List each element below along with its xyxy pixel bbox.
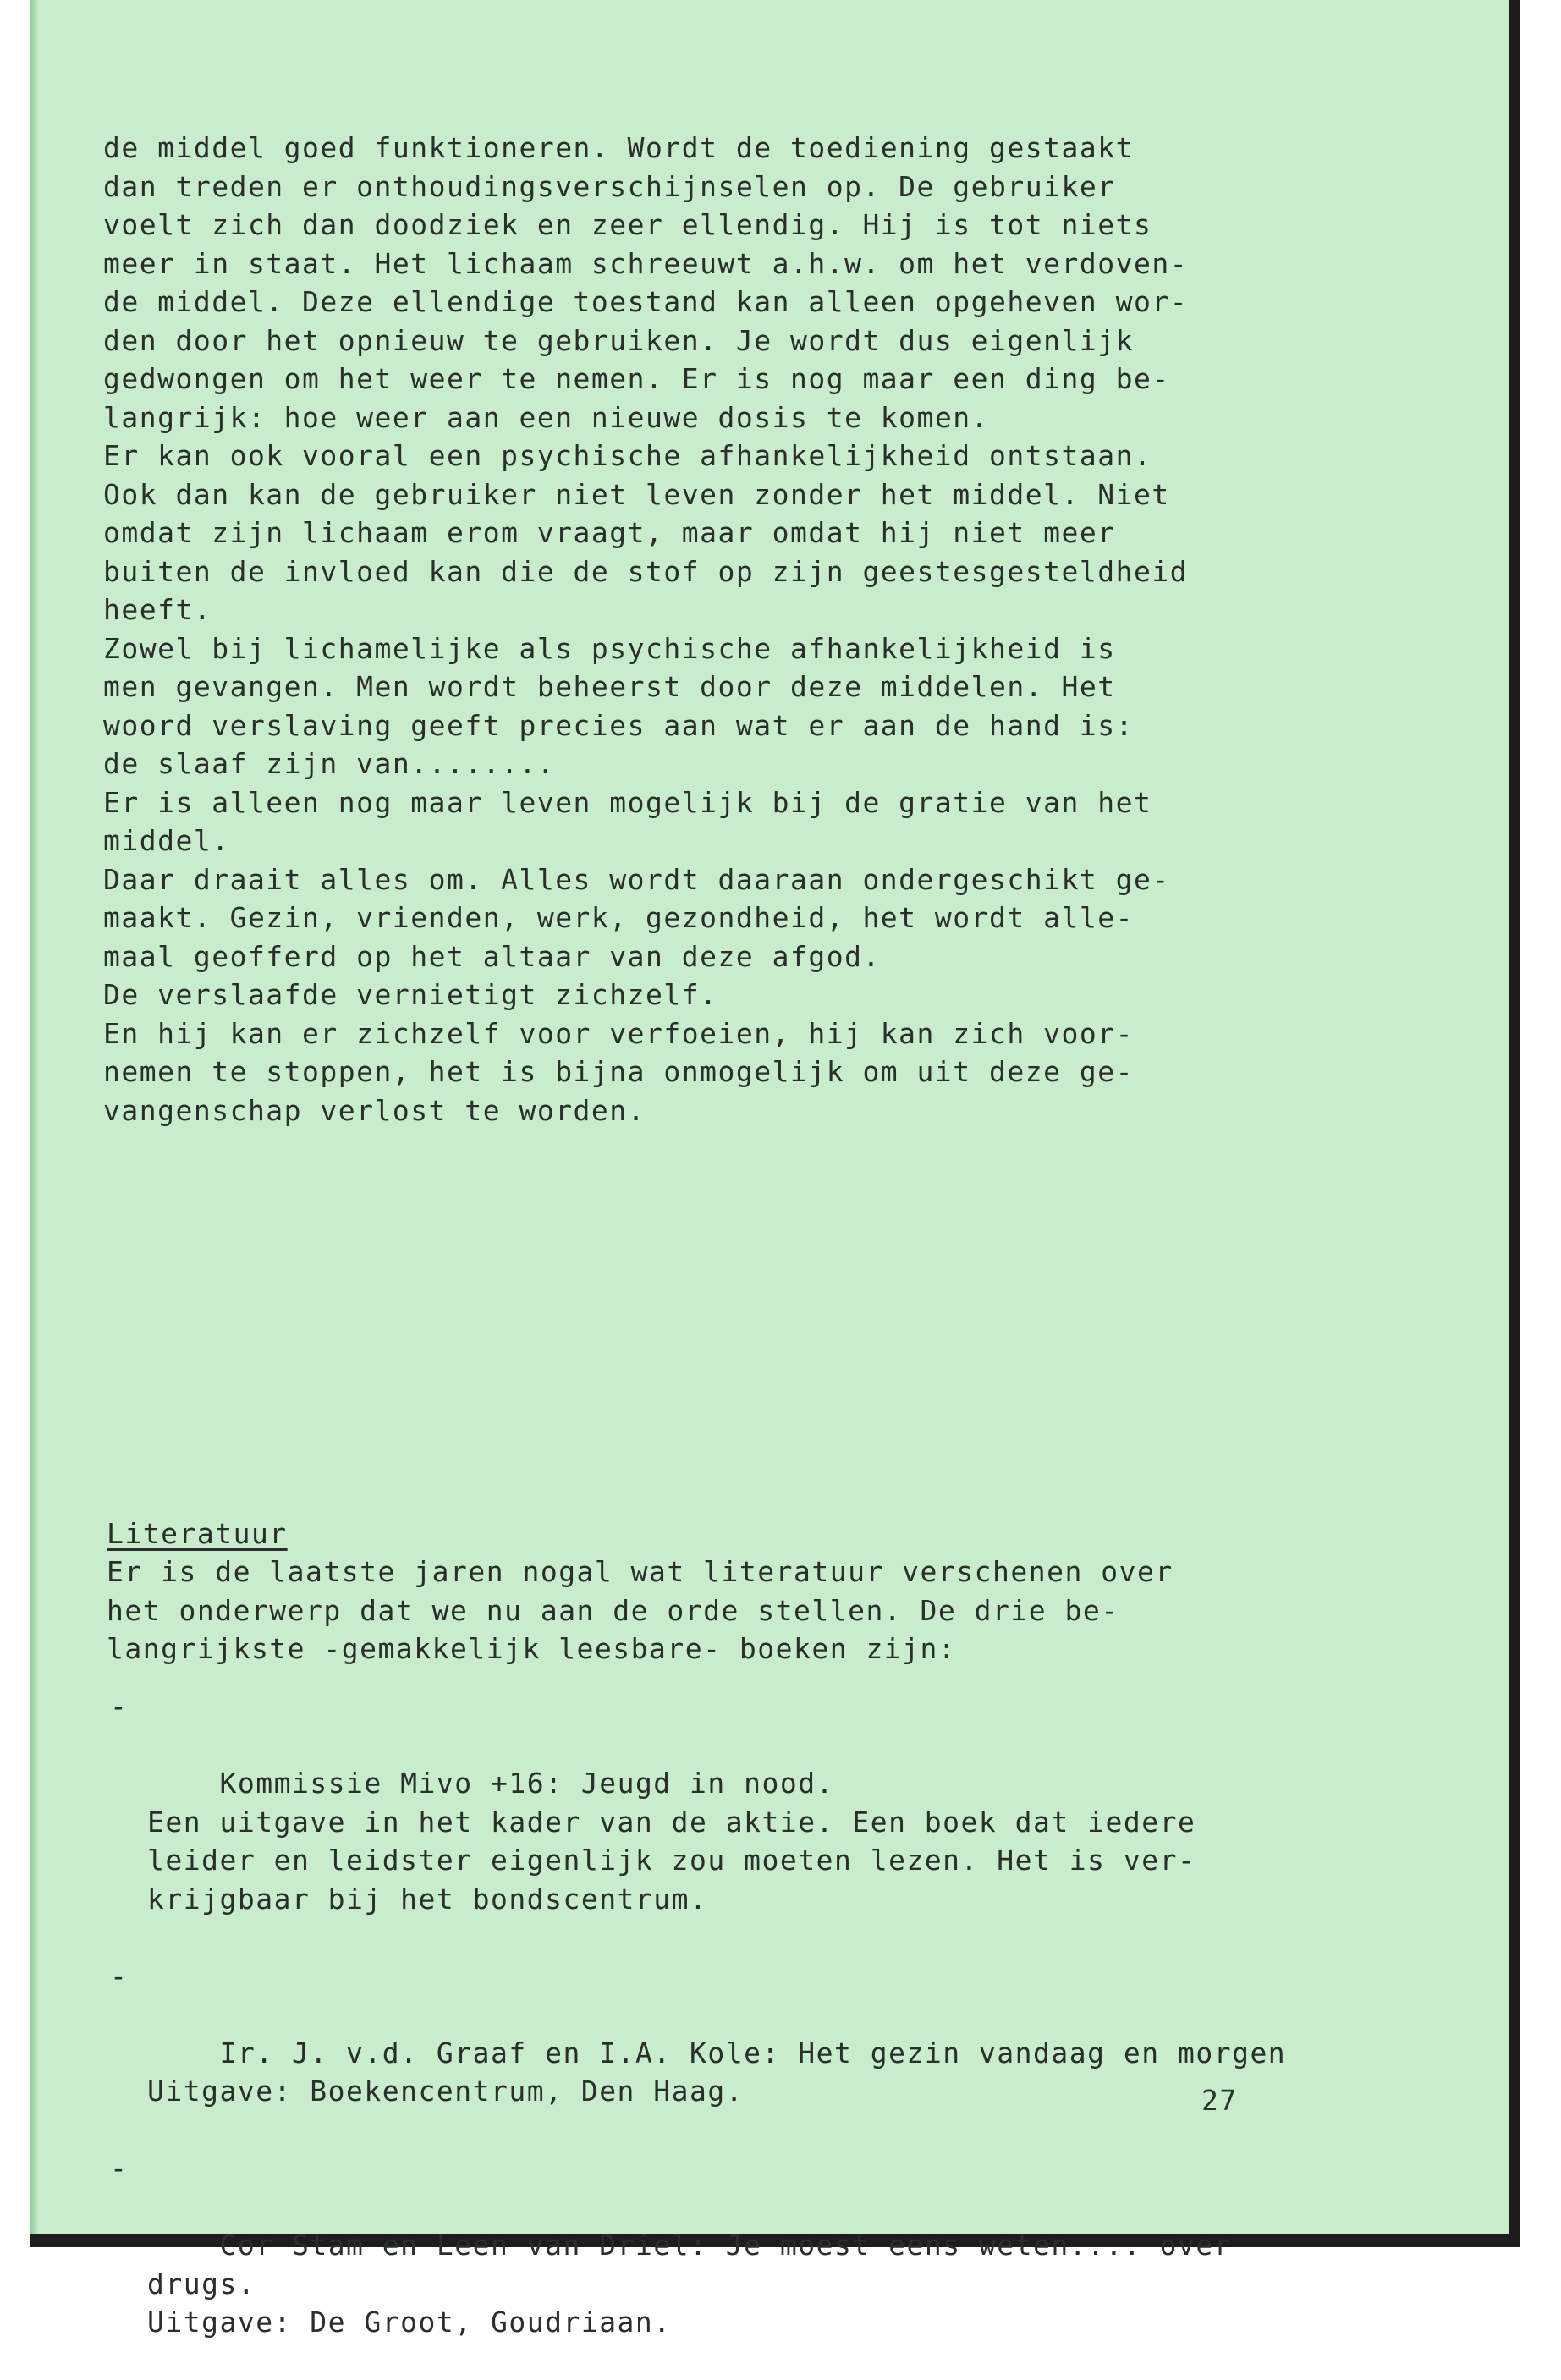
- list-item-text: Cor Stam en Leen van Driel: Je moest eens weten.... over drugs. Uitgave: De Groot, Goudriaan.: [147, 2229, 1233, 2339]
- list-item-text: Ir. J. v.d. Graaf en I.A. Kole: Het gezin vandaag en morgen Uitgave: Boekencentrum, Den Haag.: [147, 2036, 1287, 2108]
- literature-heading: Literatuur: [107, 1517, 288, 1550]
- page-right-edge: [1509, 0, 1520, 2246]
- list-dash: -: [110, 1959, 129, 1992]
- literature-list: [107, 1687, 1286, 2380]
- list-dash: -: [110, 1690, 129, 1723]
- body-text: de middel goed funktioneren. Wordt de toediening gestaakt dan treden er onthoudingsverschijnselen op. De gebruiker voelt zich dan doodziek en zeer ellendig. Hij is tot niets meer in staat. Het lichaam schreeuwt a.h.w. om het verdoven- de middel. Deze ellendige toestand kan alleen opgeheven wor- den door het opnieuw te gebruiken. Je wordt dus eigenlijk gedwongen om het weer te nemen. Er is nog maar een ding be- langrijk: hoe weer aan een nieuwe dosis te komen. Er kan ook vooral een psychische afhankelijkheid ontstaan. Ook dan kan de gebruiker niet leven zonder het middel. Niet omdat zijn lichaam erom vraagt, maar omdat hij niet meer buiten de invloed kan die de stof op zijn geestesgesteldheid heeft. Zowel bij lichamelijke als psychische afhankelijkheid is men gevangen. Men wordt beheerst door deze middelen. Het woord verslaving geeft precies aan wat er aan de hand is: de slaaf zijn van........ Er is alleen nog maar leven mogelijk bij de gratie van het middel. Daar draait alles om. Alles wordt daaraan ondergeschikt ge- maakt. Gezin, vrienden, werk, gezondheid, het wordt alle- maal geofferd op het altaar van deze afgod. De verslaafde vernietigt zichzelf. En hij kan er zichzelf voor verfoeien, hij kan zich voor- nemen te stoppen, het is bijna onmogelijk om uit deze ge- vangenschap verlost te worden.: [103, 131, 1189, 1127]
- list-item: [107, 1687, 1286, 1957]
- list-item-text: Kommissie Mivo +16: Jeugd in nood. Een uitgave in het kader van de aktie. Een boek dat iedere leider en leidster eigenlijk zou moeten lezen. Het is ver- krijgbaar bij het bondscentrum.: [147, 1767, 1196, 1916]
- list-item: [107, 1957, 1286, 2150]
- page-left-shade: [30, 0, 39, 2238]
- list-item: [107, 2149, 1286, 2380]
- list-dash: -: [110, 2152, 129, 2185]
- literature-intro: Er is de laatste jaren nogal wat literatuur verschenen over het onderwerp dat we nu aan de orde stellen. De drie be- langrijkste -gemakkelijk leesbare- boeken zijn:: [107, 1555, 1173, 1665]
- page-number: 27: [1201, 2084, 1238, 2117]
